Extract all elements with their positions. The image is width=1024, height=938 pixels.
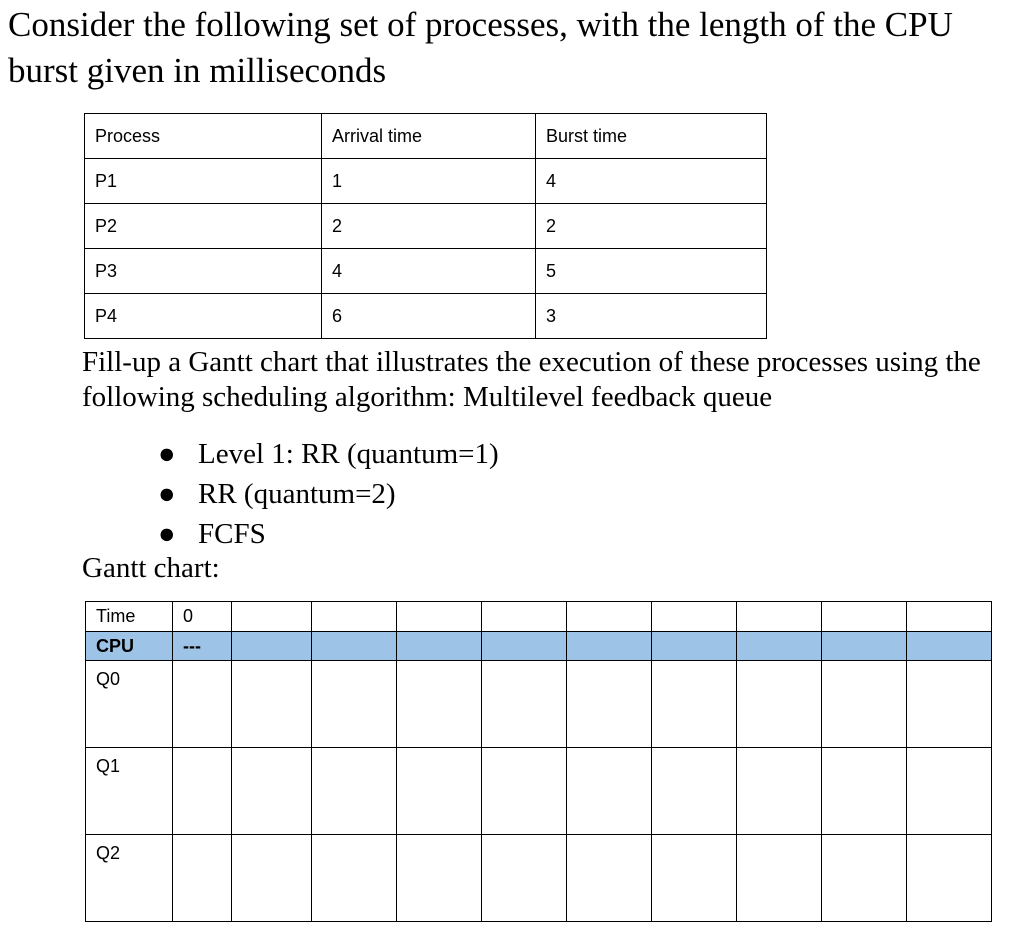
table-header-row [85,114,767,159]
time-cell[interactable] [482,602,567,632]
queue-cell[interactable] [173,661,232,748]
cpu-cell[interactable] [482,632,567,661]
cpu-cell[interactable] [652,632,737,661]
time-label: Time [86,602,173,632]
table-row [85,294,767,339]
queue-cell[interactable] [312,835,397,922]
arrival-time: 4 [322,249,536,294]
queue-cell[interactable] [737,661,822,748]
queue-cell[interactable] [173,835,232,922]
process-name: P4 [85,294,322,339]
queue-cell[interactable] [652,835,737,922]
cpu-cell[interactable] [232,632,312,661]
queue-cell[interactable] [567,835,652,922]
queue-cell[interactable] [482,835,567,922]
gantt-caption: Gantt chart: [82,552,220,584]
time-cell[interactable] [737,602,822,632]
queue-cell[interactable] [312,661,397,748]
queue-cell[interactable] [232,748,312,835]
time-cell[interactable] [397,602,482,632]
queue-label: Q0 [86,661,173,748]
cpu-cell: --- [173,632,232,661]
time-cell[interactable] [907,602,992,632]
queue-cell[interactable] [737,835,822,922]
gantt-queue-row-q1 [86,748,992,835]
queue-cell[interactable] [232,835,312,922]
queue-cell[interactable] [397,748,482,835]
process-name: P2 [85,204,322,249]
bullet-icon: ● [158,518,176,550]
process-table [84,113,767,339]
cpu-cell[interactable] [907,632,992,661]
queue-label: Q1 [86,748,173,835]
time-cell[interactable] [232,602,312,632]
queue-cell[interactable] [397,835,482,922]
scheduling-levels-list [150,434,499,554]
queue-cell[interactable] [482,748,567,835]
queue-cell[interactable] [173,748,232,835]
table-row [85,249,767,294]
burst-time: 3 [536,294,767,339]
cpu-cell[interactable] [737,632,822,661]
arrival-time: 6 [322,294,536,339]
arrival-time: 2 [322,204,536,249]
list-item [150,434,499,474]
queue-cell[interactable] [482,661,567,748]
cpu-label: CPU [86,632,173,661]
process-name: P1 [85,159,322,204]
bullet-icon: ● [158,438,176,470]
queue-cell[interactable] [232,661,312,748]
queue-cell[interactable] [567,661,652,748]
queue-label: Q2 [86,835,173,922]
queue-cell[interactable] [907,835,992,922]
queue-cell[interactable] [652,661,737,748]
header-arrival-time: Arrival time [322,114,536,159]
gantt-cpu-row [86,632,992,661]
cpu-cell[interactable] [312,632,397,661]
queue-cell[interactable] [737,748,822,835]
queue-cell[interactable] [907,748,992,835]
table-row [85,159,767,204]
header-process: Process [85,114,322,159]
table-row [85,204,767,249]
time-cell[interactable] [822,602,907,632]
list-item [150,474,499,514]
queue-cell[interactable] [822,661,907,748]
queue-cell[interactable] [907,661,992,748]
gantt-queue-row-q0 [86,661,992,748]
queue-cell[interactable] [397,661,482,748]
cpu-cell[interactable] [822,632,907,661]
level-label: FCFS [198,518,266,550]
time-cell[interactable] [312,602,397,632]
gantt-queue-row-q2 [86,835,992,922]
task-text: Fill-up a Gantt chart that illustrates the execution of these processes using the following scheduling algorithm: Multilevel feedback queue [82,346,981,413]
arrival-time: 1 [322,159,536,204]
burst-time: 5 [536,249,767,294]
gantt-time-row [86,602,992,632]
queue-cell[interactable] [567,748,652,835]
level-label: RR (quantum=2) [198,478,396,510]
gantt-chart-table [85,601,992,922]
list-item [150,514,499,554]
cpu-cell[interactable] [567,632,652,661]
time-cell[interactable] [567,602,652,632]
queue-cell[interactable] [312,748,397,835]
bullet-icon: ● [158,478,176,510]
header-burst-time: Burst time [536,114,767,159]
burst-time: 4 [536,159,767,204]
process-name: P3 [85,249,322,294]
queue-cell[interactable] [822,835,907,922]
cpu-cell[interactable] [397,632,482,661]
time-cell[interactable] [652,602,737,632]
level-label: Level 1: RR (quantum=1) [198,438,499,470]
intro-text: Consider the following set of processes, with the length of the CPU burst given in milliseconds [8,5,953,90]
queue-cell[interactable] [822,748,907,835]
time-cell: 0 [173,602,232,632]
burst-time: 2 [536,204,767,249]
queue-cell[interactable] [652,748,737,835]
